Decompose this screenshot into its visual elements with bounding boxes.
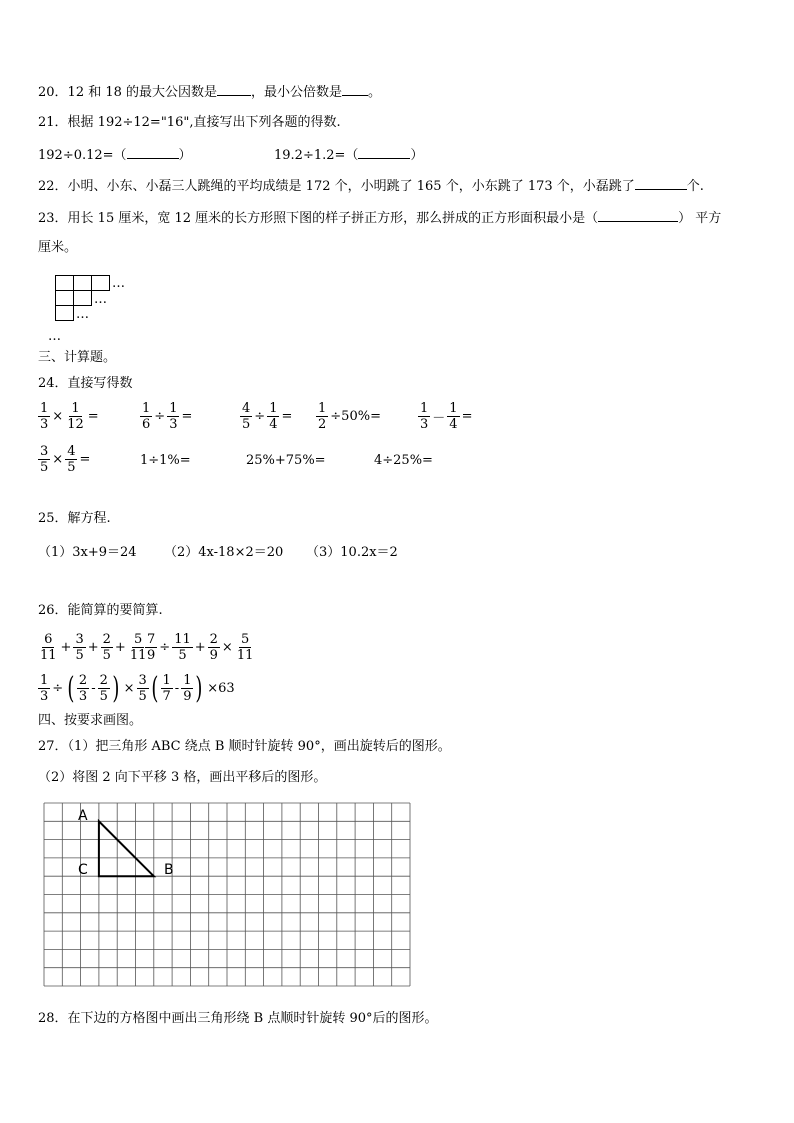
fraction: $\frac{1}{12}$ bbox=[67, 401, 84, 432]
ellipsis: … bbox=[112, 276, 125, 291]
calc-item: $\frac{1}{3}$ － $\frac{1}{4}$ = bbox=[420, 401, 473, 432]
fraction: $\frac{1}{2}$ bbox=[318, 401, 327, 432]
fraction: $\frac{1}{4}$ bbox=[449, 401, 458, 432]
question-26: 26．能简算的要简算. bbox=[38, 603, 163, 618]
question-24: 24．直接写得数 bbox=[38, 376, 133, 391]
calc-item: 25%+75%= bbox=[246, 453, 326, 468]
calc-item: $\frac{4}{5}$ ÷ $\frac{1}{4}$ = bbox=[242, 401, 293, 432]
question-25: 25．解方程. bbox=[38, 511, 111, 526]
section-title: 三、计算题。 bbox=[38, 350, 117, 365]
ellipsis: … bbox=[48, 329, 61, 344]
q21-expr-1: 192÷0.12=（ ） bbox=[38, 148, 192, 163]
question-27-part-2: （2）将图 2 向下平移 3 格，画出平移后的图形。 bbox=[38, 770, 327, 785]
question-21: 21．根据 192÷12="16",直接写出下列各题的得数. bbox=[38, 115, 341, 130]
question-20: 20．12 和 18 的最大公因数是 ，最小公倍数是 。 bbox=[38, 85, 382, 100]
equation-3: （3）10.2x＝2 bbox=[306, 545, 398, 560]
calc-item: 4÷25%= bbox=[374, 453, 433, 468]
section-title: 四、按要求画图。 bbox=[38, 713, 143, 728]
simplify-expr-2: $\frac{7}{9}$ ÷ $\frac{11}{5}$ + $\frac{2}{9}$ × $\frac{5}{11}$ bbox=[147, 632, 254, 663]
fraction: $\frac{4}{5}$ bbox=[242, 401, 251, 432]
calc-item: $\frac{1}{3}$ × $\frac{1}{12}$ = bbox=[40, 401, 99, 432]
ellipsis: … bbox=[76, 307, 89, 322]
simplify-expr-1: $\frac{6}{11}$ + $\frac{3}{5}$ + $\frac{2}{5}$ + $\frac{5}{11}$ bbox=[40, 632, 147, 663]
vertex-label-b: B bbox=[164, 862, 174, 878]
question-28: 28．在下边的方格图中画出三角形绕 B 点顺时针旋转 90°后的图形。 bbox=[38, 1011, 438, 1026]
vertex-label-a: A bbox=[78, 808, 88, 824]
calc-item: $\frac{1}{6}$ ÷ $\frac{1}{3}$ = bbox=[142, 401, 193, 432]
ellipsis: … bbox=[94, 292, 107, 307]
fraction: $\frac{1}{3}$ bbox=[40, 401, 49, 432]
fraction: $\frac{1}{3}$ bbox=[420, 401, 429, 432]
calc-item: 1÷1%= bbox=[140, 453, 191, 468]
calc-item: $\frac{1}{2}$ ÷50%= bbox=[318, 401, 381, 432]
fraction: $\frac{1}{6}$ bbox=[142, 401, 151, 432]
question-27: 27．（1）把三角形 ABC 绕点 B 顺时针旋转 90°，画出旋转后的图形。 bbox=[38, 739, 451, 754]
fraction: $\frac{1}{3}$ bbox=[169, 401, 178, 432]
question-number: 20． bbox=[38, 85, 68, 100]
equation-1: （1）3x+9＝24 bbox=[38, 545, 137, 560]
vertex-label-c: C bbox=[78, 862, 88, 878]
question-22: 22．小明、小东、小磊三人跳绳的平均成绩是 172 个，小明跳了 165 个，小东跳了 173 个，小磊跳了 个. bbox=[38, 179, 704, 194]
calc-item: $\frac{3}{5}$ × $\frac{4}{5}$ = bbox=[40, 444, 91, 475]
triangle-abc bbox=[99, 821, 154, 876]
simplify-expr-3: $\frac{1}{3}$ ÷ ( $\frac{2}{3}$ - $\frac{2}{5}$ ) × $\frac{3}{5}$ ( $\frac{1}{7}$ - $\frac{1}{9}$ ) ×63 bbox=[40, 670, 235, 706]
fraction: $\frac{4}{5}$ bbox=[67, 444, 76, 475]
equation-2: （2）4x-18×2＝20 bbox=[164, 545, 284, 560]
q23-line-2: 厘米。 bbox=[38, 240, 78, 255]
q21-expr-2: 19.2÷1.2=（ ） bbox=[274, 148, 424, 163]
fraction: $\frac{1}{4}$ bbox=[269, 401, 278, 432]
fraction: $\frac{3}{5}$ bbox=[40, 444, 49, 475]
question-23: 23．用长 15 厘米，宽 12 厘米的长方形照下图的样子拼正方形，那么拼成的正方形面积最小是（ ） 平方 bbox=[38, 211, 722, 226]
